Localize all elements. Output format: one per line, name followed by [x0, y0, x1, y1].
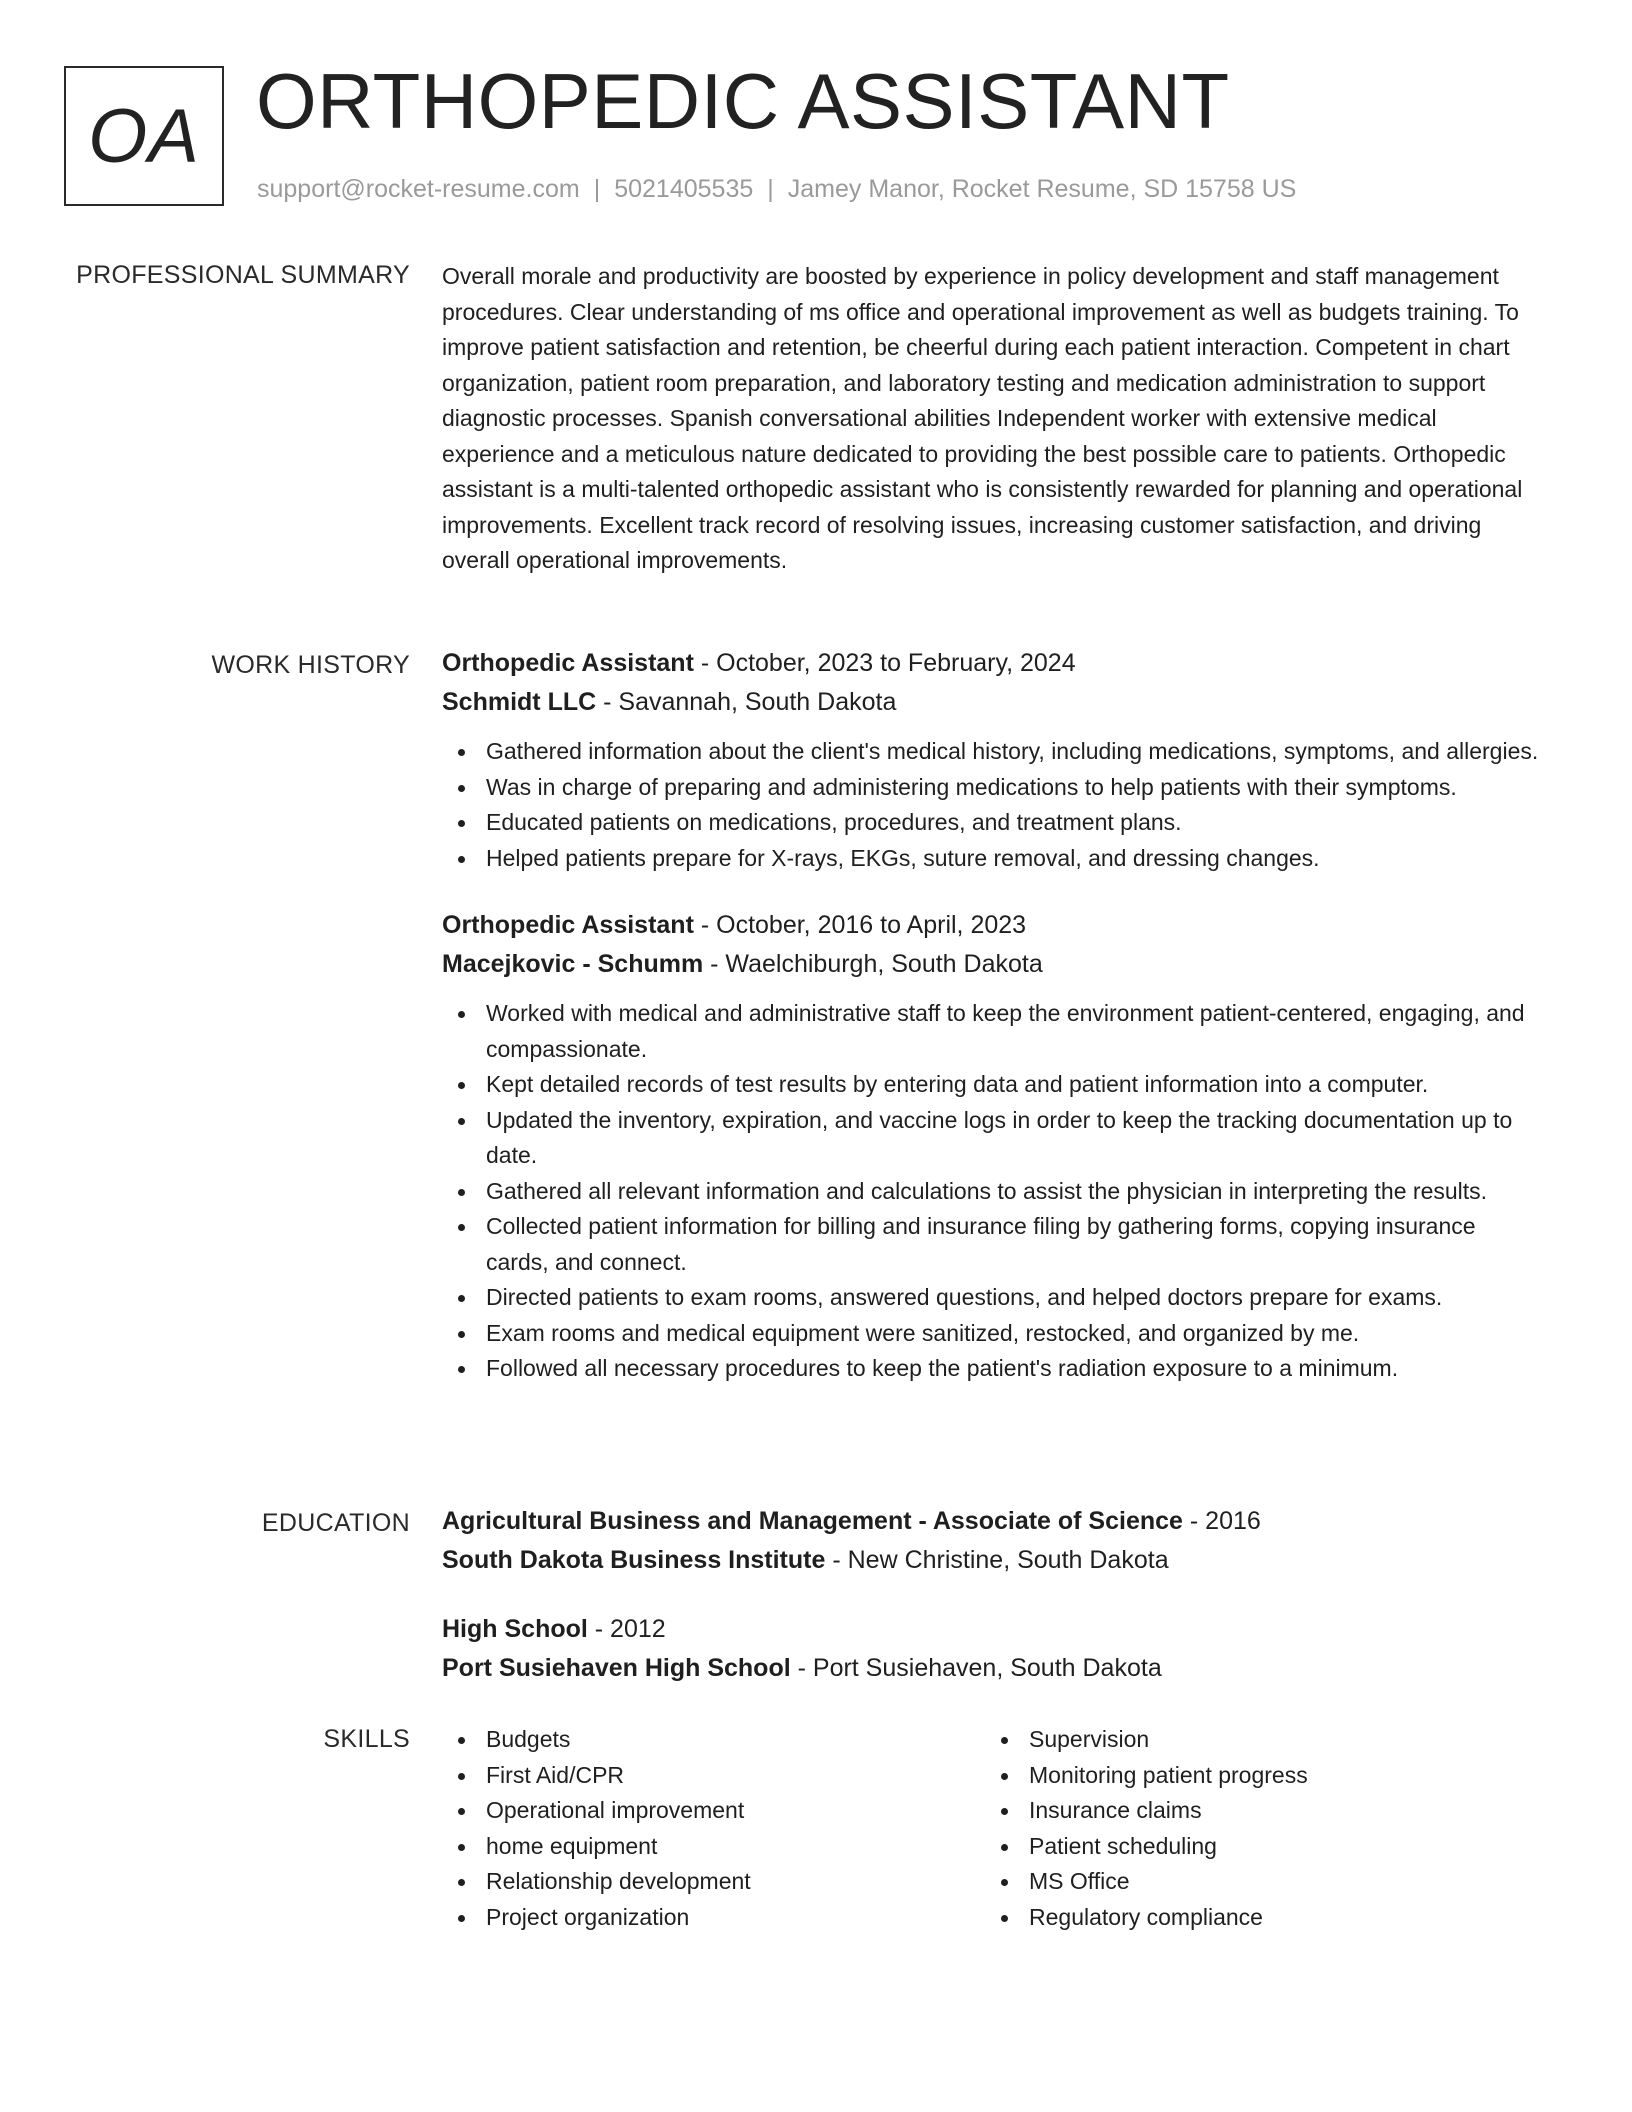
skills-columns — [442, 1722, 1542, 1935]
education-entry — [442, 1502, 1542, 1580]
job-duties-list — [442, 734, 1542, 876]
education-heading: EDUCATION — [261, 1509, 410, 1537]
skill-item: Patient scheduling — [985, 1829, 1528, 1865]
school-location: - Port Susiehaven, South Dakota — [790, 1654, 1162, 1682]
skill-item: home equipment — [442, 1829, 985, 1865]
list-item: Was in charge of preparing and administering medications to help patients with their symptoms. — [442, 770, 1542, 806]
job-title-line — [442, 644, 1542, 683]
list-item: Directed patients to exam rooms, answered questions, and helped doctors prepare for exams. — [442, 1280, 1542, 1316]
job-location: - Savannah, South Dakota — [596, 688, 897, 716]
skill-item: First Aid/CPR — [442, 1758, 985, 1794]
list-item: Educated patients on medications, procedures, and treatment plans. — [442, 805, 1542, 841]
skills-body — [442, 1722, 1542, 1935]
contact-line — [257, 172, 1296, 206]
job-duties-list — [442, 996, 1542, 1387]
contact-address: Jamey Manor, Rocket Resume, SD 15758 US — [787, 175, 1297, 203]
education-entry — [442, 1610, 1542, 1688]
degree-year: - 2016 — [1182, 1507, 1261, 1535]
skill-item: Project organization — [442, 1900, 985, 1936]
job-entry — [442, 906, 1542, 1387]
monogram-box — [64, 66, 224, 206]
degree-name: High School — [442, 1615, 588, 1643]
skills-list — [442, 1722, 985, 1935]
list-item: Gathered all relevant information and calculations to assist the physician in interpreting the results. — [442, 1174, 1542, 1210]
skills-column-left — [442, 1722, 985, 1935]
skill-item: Supervision — [985, 1722, 1528, 1758]
list-item: Followed all necessary procedures to keep the patient's radiation exposure to a minimum. — [442, 1351, 1542, 1387]
job-company-line — [442, 945, 1542, 984]
contact-email: support@rocket-resume.com — [257, 175, 580, 203]
skill-item: Insurance claims — [985, 1793, 1528, 1829]
school-name: Port Susiehaven High School — [442, 1654, 791, 1682]
list-item: Collected patient information for billing and insurance filing by gathering forms, copying insurance cards, and connect. — [442, 1209, 1542, 1280]
summary-heading: PROFESSIONAL SUMMARY — [76, 261, 410, 289]
job-location: - Waelchiburgh, South Dakota — [703, 950, 1043, 978]
school-line — [442, 1541, 1542, 1580]
degree-name: Agricultural Business and Management - Associate of Science — [442, 1507, 1183, 1535]
contact-separator: | — [593, 175, 601, 203]
job-company: Macejkovic - Schumm — [442, 950, 704, 978]
monogram-initials: OA — [88, 93, 200, 179]
school-name: South Dakota Business Institute — [442, 1546, 826, 1574]
job-company-line — [442, 683, 1542, 722]
list-item: Exam rooms and medical equipment were sanitized, restocked, and organized by me. — [442, 1316, 1542, 1352]
school-location: - New Christine, South Dakota — [825, 1546, 1169, 1574]
job-title: Orthopedic Assistant — [442, 649, 694, 677]
work-history-body — [442, 644, 1542, 1387]
skill-item: Regulatory compliance — [985, 1900, 1528, 1936]
list-item: Updated the inventory, expiration, and vaccine logs in order to keep the tracking documentation up to date. — [442, 1103, 1542, 1174]
summary-body — [442, 259, 1542, 579]
skill-item: Budgets — [442, 1722, 985, 1758]
contact-phone: 5021405535 — [614, 175, 754, 203]
skill-item: Relationship development — [442, 1864, 985, 1900]
list-item: Helped patients prepare for X-rays, EKGs, suture removal, and dressing changes. — [442, 841, 1542, 877]
job-company: Schmidt LLC — [442, 688, 597, 716]
work-history-heading: WORK HISTORY — [211, 651, 410, 679]
degree-line — [442, 1502, 1542, 1541]
list-item: Kept detailed records of test results by entering data and patient information into a computer. — [442, 1067, 1542, 1103]
list-item: Gathered information about the client's medical history, including medications, symptoms, and allergies. — [442, 734, 1542, 770]
list-item: Worked with medical and administrative staff to keep the environment patient-centered, engaging, and compassionate. — [442, 996, 1542, 1067]
degree-year: - 2012 — [587, 1615, 666, 1643]
job-dates: - October, 2016 to April, 2023 — [693, 911, 1027, 939]
school-line — [442, 1649, 1542, 1688]
skills-column-right — [985, 1722, 1528, 1935]
summary-text: Overall morale and productivity are boosted by experience in policy development and staff management procedures. Clear understanding of ms office and operational improvement as well as budgets training. To improve patient satisfaction and retention, be cheerful during each patient interaction. Competent in chart organization, patient room preparation, and laboratory testing and medication administration to support diagnostic processes. Spanish conversational abilities Independent worker with extensive medical experience and a meticulous nature dedicated to providing the best possible care to patients. Orthopedic assistant is a multi-talented orthopedic assistant who is consistently rewarded for planning and operational improvements. Excellent track record of resolving issues, increasing customer satisfaction, and driving overall operational improvements. — [442, 263, 1523, 573]
skills-heading: SKILLS — [323, 1725, 410, 1753]
skills-list — [985, 1722, 1528, 1935]
degree-line — [442, 1610, 1542, 1649]
job-title-line — [442, 906, 1542, 945]
job-dates: - October, 2023 to February, 2024 — [693, 649, 1076, 677]
job-title: Orthopedic Assistant — [442, 911, 694, 939]
education-body — [442, 1502, 1542, 1688]
skill-item: Monitoring patient progress — [985, 1758, 1528, 1794]
resume-title: ORTHOPEDIC ASSISTANT — [256, 57, 1230, 145]
contact-separator: | — [767, 175, 774, 203]
skill-item: MS Office — [985, 1864, 1528, 1900]
skill-item: Operational improvement — [442, 1793, 985, 1829]
job-entry — [442, 644, 1542, 876]
